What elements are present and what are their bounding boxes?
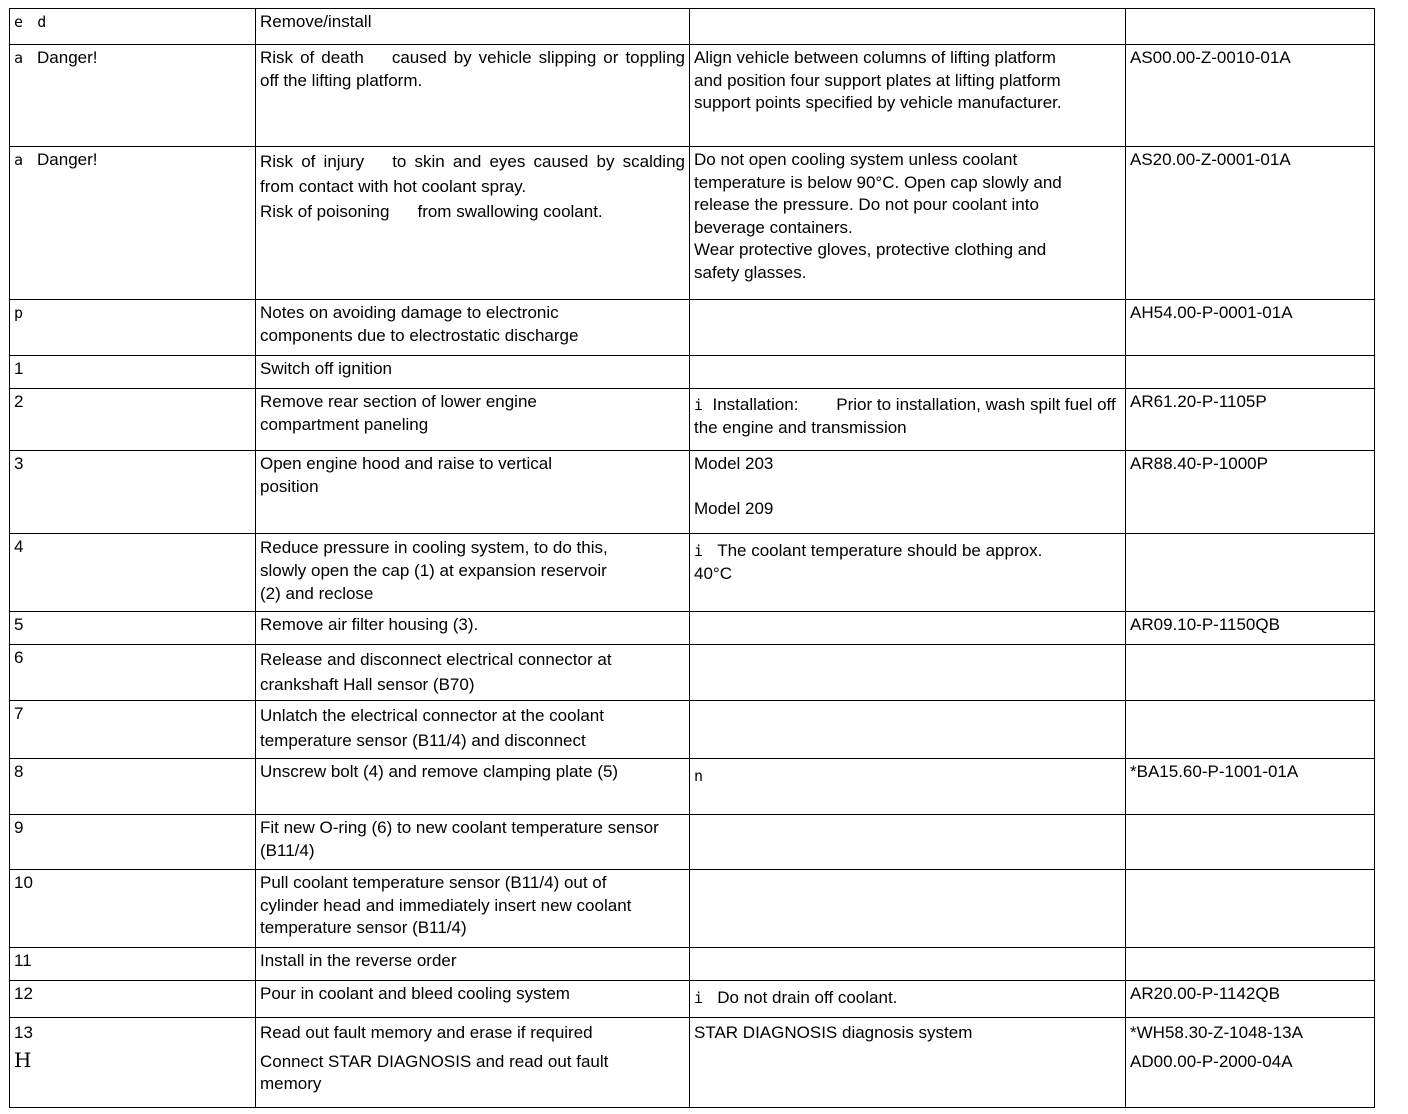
note-text: STAR DIAGNOSIS diagnosis system	[690, 1018, 1126, 1108]
risk-title-2: Risk of poisoning	[260, 202, 390, 221]
table-row	[10, 612, 1375, 645]
note-text	[690, 981, 1126, 1018]
coolant-temp-note: The coolant temperature should be approx. 40°C	[694, 541, 1043, 583]
step-text: Reduce pressure in cooling system, to do this, slowly open the cap (1) at expansion reservoir (2) and reclose	[256, 534, 690, 612]
step-number: 1	[10, 356, 256, 389]
note-text	[690, 389, 1126, 451]
symbol-cell	[10, 300, 256, 356]
diagnosis-icon: H	[14, 1047, 32, 1072]
step-number: 8	[10, 759, 256, 815]
step-text: Read out fault memory and erase if required	[260, 1023, 593, 1042]
step-text: Switch off ignition	[256, 356, 690, 389]
reference-cell	[1126, 870, 1375, 948]
step-text: Install in the reverse order	[256, 948, 690, 981]
risk-description: caused by vehicle slipping or toppling off the lifting platform.	[260, 48, 685, 90]
danger-icon: a	[14, 151, 24, 169]
risk-description: to skin and eyes caused by scalding from contact with hot coolant spray.	[260, 152, 685, 196]
reference-link[interactable]: AR20.00-P-1142QB	[1126, 981, 1375, 1018]
step-number: 9	[10, 815, 256, 870]
drain-note: Do not drain off coolant.	[717, 988, 898, 1007]
danger-cell	[10, 147, 256, 300]
esd-notes-icon: p	[14, 304, 24, 322]
note-text	[690, 451, 1126, 534]
table-row	[10, 534, 1375, 612]
installation-label: Installation:	[712, 395, 799, 414]
reference-cell	[1126, 701, 1375, 759]
step-text-cell	[256, 1018, 690, 1108]
step-number: 4	[10, 534, 256, 612]
step-number: 11	[10, 948, 256, 981]
protective-gear-note: Wear protective gloves, protective clothing and safety glasses.	[694, 240, 1047, 282]
reference-cell	[1126, 1018, 1375, 1108]
danger-label: Danger!	[37, 48, 98, 67]
reference-link[interactable]: AR09.10-P-1150QB	[1126, 612, 1375, 645]
procedure-table	[9, 8, 1375, 1108]
reference-cell	[1126, 815, 1375, 870]
note-text	[690, 147, 1126, 300]
note-cell	[690, 870, 1126, 948]
table-row	[10, 645, 1375, 701]
table-row	[10, 759, 1375, 815]
installation-note: Prior to installation, wash spilt fuel off the engine and transmission	[694, 395, 1116, 437]
risk-title: Risk of death	[260, 48, 364, 67]
symbol-cell	[10, 9, 256, 45]
note-text	[690, 534, 1126, 612]
table-row	[10, 389, 1375, 451]
step-number: 5	[10, 612, 256, 645]
reference-cell	[1126, 948, 1375, 981]
step-number: 10	[10, 870, 256, 948]
table-row	[10, 1018, 1375, 1108]
info-icon: i	[694, 989, 704, 1007]
step-number: 13	[14, 1023, 33, 1042]
table-row	[10, 981, 1375, 1018]
note-cell	[690, 701, 1126, 759]
step-text: Remove/install	[256, 9, 690, 45]
reference-cell	[1126, 356, 1375, 389]
table-row	[10, 147, 1375, 300]
step-text: Unscrew bolt (4) and remove clamping plate (5)	[256, 759, 690, 815]
note-cell	[690, 356, 1126, 389]
reference-cell	[1126, 534, 1375, 612]
reference-cell	[1126, 645, 1375, 701]
note-cell	[690, 9, 1126, 45]
danger-icon: a	[14, 49, 24, 67]
reference-link[interactable]: AS00.00-Z-0010-01A	[1126, 45, 1375, 147]
reference-link[interactable]: AR88.40-P-1000P	[1126, 451, 1375, 534]
step-text: Fit new O-ring (6) to new coolant temperature sensor (B11/4)	[256, 815, 690, 870]
step-text: Pull coolant temperature sensor (B11/4) out of cylinder head and immediately insert new coolant temperature sensor (B11/4)	[256, 870, 690, 948]
risk-title: Risk of injury	[260, 152, 365, 171]
install-symbol-icon: d	[37, 13, 47, 31]
model-209: Model 209	[694, 498, 774, 518]
reference-link[interactable]: AS20.00-Z-0001-01A	[1126, 147, 1375, 300]
danger-cell	[10, 45, 256, 147]
reference-cell	[1126, 9, 1375, 45]
table-row	[10, 451, 1375, 534]
table-row	[10, 9, 1375, 45]
step-number: 3	[10, 451, 256, 534]
reference-link[interactable]: *BA15.60-P-1001-01A	[1126, 759, 1375, 815]
step-text: Open engine hood and raise to vertical position	[256, 451, 690, 534]
step-subtext: Connect STAR DIAGNOSIS and read out fault memory	[260, 1051, 609, 1093]
danger-label: Danger!	[37, 150, 98, 169]
step-number: 7	[10, 701, 256, 759]
step-number-cell	[10, 1018, 256, 1108]
note-cell	[690, 612, 1126, 645]
table-row	[10, 870, 1375, 948]
table-row	[10, 356, 1375, 389]
note-cell	[690, 300, 1126, 356]
note-cell	[690, 948, 1126, 981]
model-203: Model 203	[694, 454, 774, 473]
table-row	[10, 815, 1375, 870]
step-text: Unlatch the electrical connector at the coolant temperature sensor (B11/4) and disconnect	[256, 701, 690, 759]
table-row	[10, 948, 1375, 981]
table-row	[10, 45, 1375, 147]
reference-link[interactable]: *WH58.30-Z-1048-13A	[1130, 1023, 1303, 1042]
table-row	[10, 300, 1375, 356]
step-number: 12	[10, 981, 256, 1018]
note-text	[690, 759, 1126, 815]
risk-description-2: from swallowing coolant.	[417, 202, 603, 221]
info-icon: i	[694, 396, 704, 414]
remove-symbol-icon: e	[14, 13, 24, 31]
reference-link-2[interactable]: AD00.00-P-2000-04A	[1130, 1051, 1293, 1071]
note-text: Align vehicle between columns of lifting platform and position four support plates at lifting platform support points specified by vehicle manufacturer.	[690, 45, 1126, 147]
note-symbol-icon: n	[694, 767, 704, 785]
step-text: Pour in coolant and bleed cooling system	[256, 981, 690, 1018]
step-text: Notes on avoiding damage to electronic components due to electrostatic discharge	[256, 300, 690, 356]
table-row	[10, 701, 1375, 759]
coolant-warning: Do not open cooling system unless coolant temperature is below 90°C. Open cap slowly and release the pressure. Do not pour coolant into beverage containers.	[694, 150, 1062, 237]
note-cell	[690, 645, 1126, 701]
risk-text	[256, 45, 690, 147]
reference-link[interactable]: AH54.00-P-0001-01A	[1126, 300, 1375, 356]
step-text: Remove rear section of lower engine compartment paneling	[256, 389, 690, 451]
step-number: 2	[10, 389, 256, 451]
note-cell	[690, 815, 1126, 870]
step-number: 6	[10, 645, 256, 701]
info-icon: i	[694, 542, 704, 560]
step-text: Release and disconnect electrical connector at crankshaft Hall sensor (B70)	[256, 645, 690, 701]
reference-link[interactable]: AR61.20-P-1105P	[1126, 389, 1375, 451]
risk-text	[256, 147, 690, 300]
step-text: Remove air filter housing (3).	[256, 612, 690, 645]
